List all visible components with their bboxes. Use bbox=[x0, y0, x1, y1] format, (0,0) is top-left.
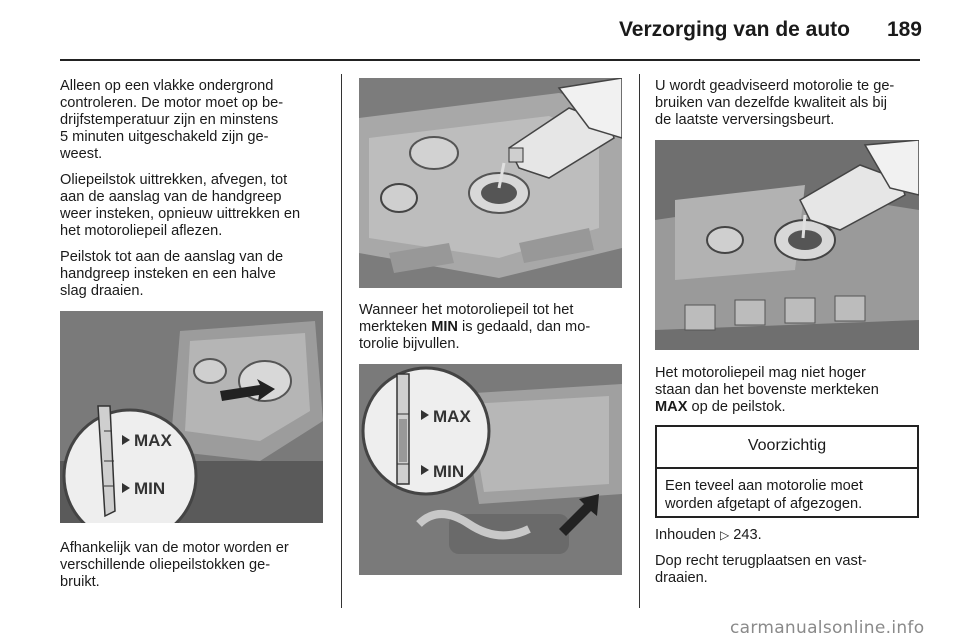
col1-paragraph-1: Alleen op een vlakke ondergrond controleren. De motor moet op be- drijfstemperatuur zijn en minstens 5 minuten uitgeschakeld zijn ge- weest. bbox=[60, 78, 284, 162]
page-number: 189 bbox=[886, 18, 922, 41]
col3-paragraph-4: Dop recht terugplaatsen en vast- draaien. bbox=[655, 553, 867, 586]
fig3-max-label: MAX bbox=[433, 407, 471, 426]
header-rule bbox=[60, 59, 920, 61]
dipstick-engine-figure bbox=[60, 311, 323, 523]
max-term: MAX bbox=[655, 399, 688, 415]
col1-paragraph-3: Peilstok tot aan de aanslag van de handgreep insteken en een halve slag draaien. bbox=[60, 249, 284, 299]
col3-paragraph-2: Het motoroliepeil mag niet hoger staan dan het bovenste merkteken MAX op de peilstok. bbox=[655, 365, 879, 415]
caution-heading: Voorzichtig bbox=[657, 427, 917, 469]
column-divider-1 bbox=[341, 74, 342, 608]
capacity-page-link[interactable]: 243. bbox=[733, 527, 762, 543]
caution-box bbox=[655, 425, 919, 518]
watermark: carmanualsonline.info bbox=[730, 618, 925, 638]
page-header-title: Verzorging van de auto bbox=[618, 18, 850, 41]
col3-paragraph-3: Inhouden ▷ 243. bbox=[655, 527, 762, 543]
dipstick-level-figure bbox=[359, 364, 622, 575]
fig1-max-label: MAX bbox=[134, 431, 172, 450]
col1-paragraph-2: Oliepeilstok uittrekken, afvegen, tot aan de aanslag van de handgreep weer insteken, opnieuw uittrekken en het motoroliepeil aflezen. bbox=[60, 172, 301, 239]
page-reference-arrow-icon: ▷ bbox=[719, 528, 730, 542]
min-term: MIN bbox=[431, 319, 458, 335]
col2-paragraph-1: Wanneer het motoroliepeil tot het merkteken MIN is gedaald, dan mo- torolie bijvullen. bbox=[359, 302, 591, 352]
caution-body: Een teveel aan motorolie moet worden afgetapt of afgezogen. bbox=[665, 478, 863, 512]
fig3-min-label: MIN bbox=[433, 462, 465, 481]
col3-paragraph-1: U wordt geadviseerd motorolie te ge- bruiken van dezelfde kwaliteit als bij de laatste verversingsbeurt. bbox=[655, 78, 895, 128]
column-divider-2 bbox=[639, 74, 640, 608]
oil-filling-figure-2 bbox=[655, 140, 919, 350]
oil-filling-figure bbox=[359, 78, 622, 288]
col1-paragraph-4: Afhankelijk van de motor worden er verschillende oliepeilstokken ge- bruikt. bbox=[60, 540, 289, 590]
fig1-min-label: MIN bbox=[134, 479, 166, 498]
